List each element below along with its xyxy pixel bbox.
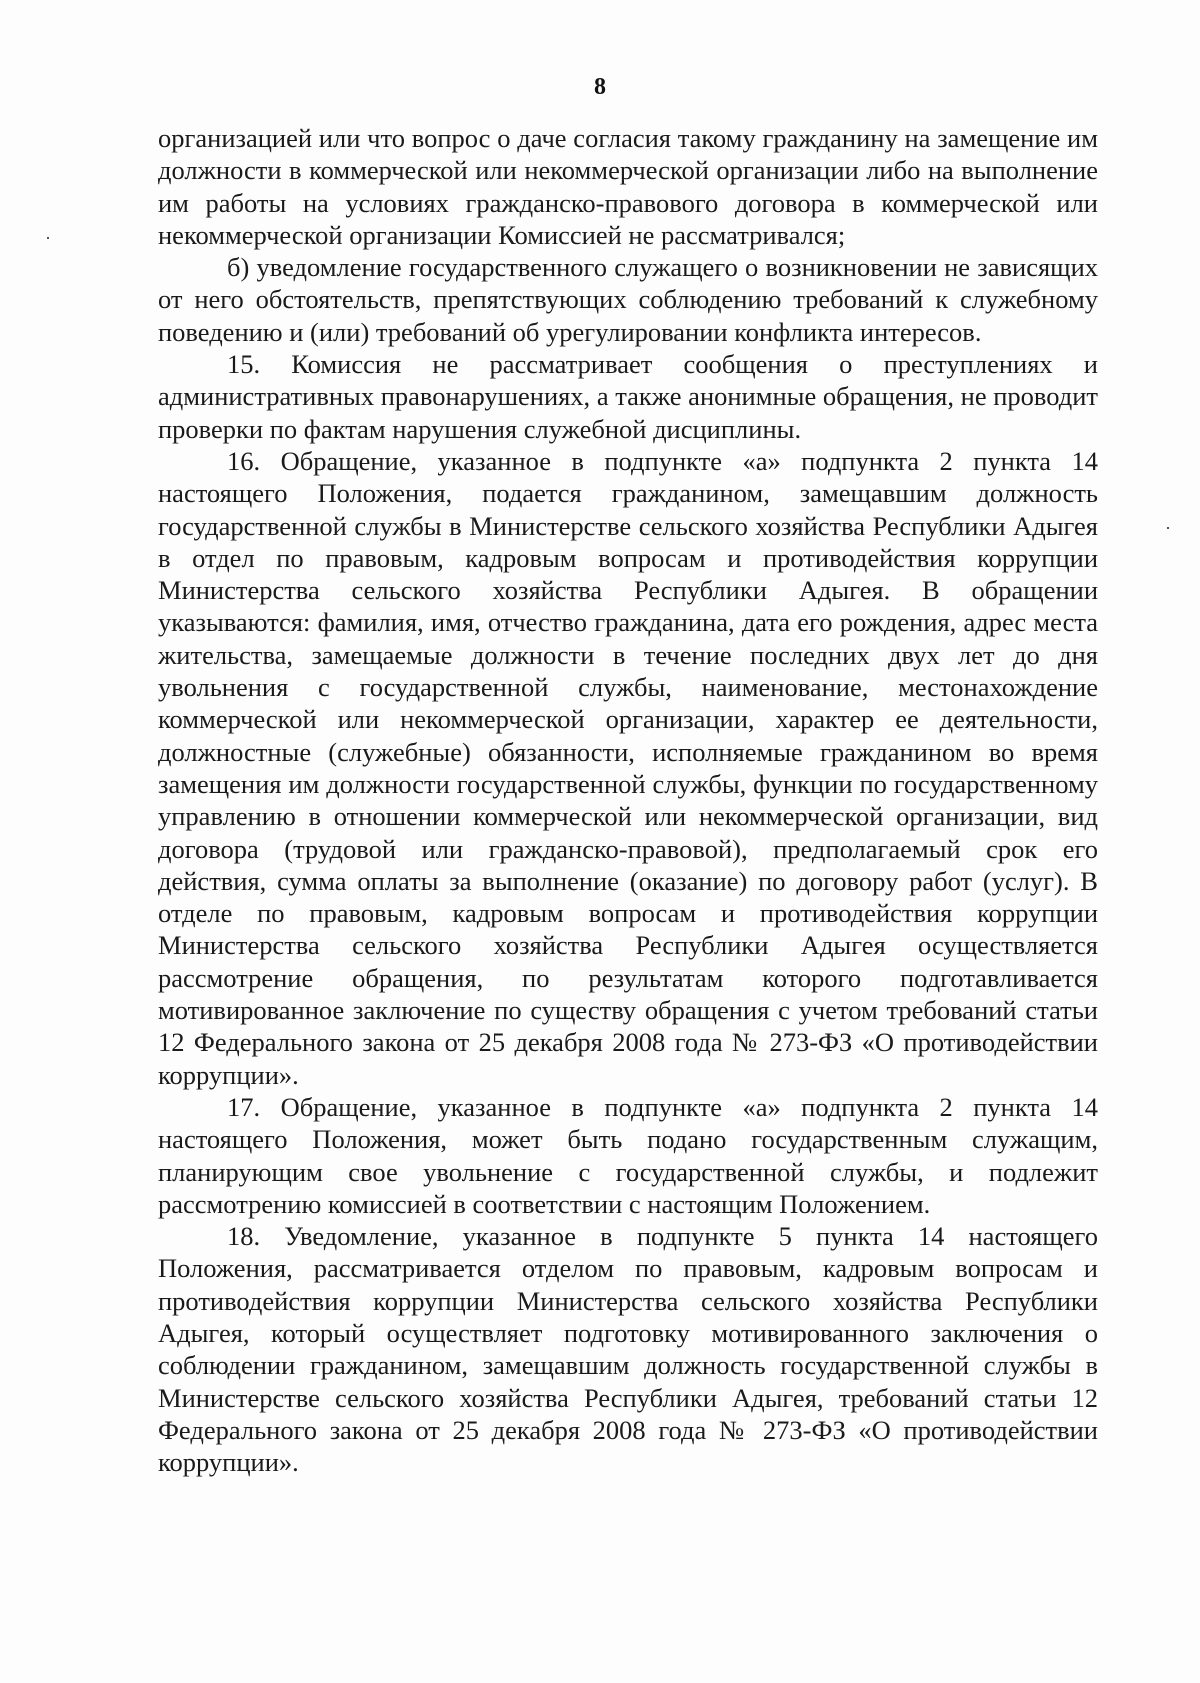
paragraph-17: 17. Обращение, указанное в подпункте «а» подпункта 2 пункта 14 настоящего Положения, может быть подано государственным служащим, планирующим свое увольнение с государственной службы, и подлежит рассмотрению комиссией в соответствии с настоящим Положением. bbox=[158, 1091, 1098, 1219]
paragraph-16: 16. Обращение, указанное в подпункте «а» подпункта 2 пункта 14 настоящего Положения, подается гражданином, замещавшим должность государственной службы в Министерстве сельского хозяйства Республики Адыгея в отдел по правовым, кадровым вопросам и противодействия коррупции Министерства сельского хозяйства Республики Адыгея. В обращении указываются: фамилия, имя, отчество гражданина, дата его рождения, адрес места жительства, замещаемые должности в течение последних двух лет до дня увольнения с государственной службы, наименование, местонахождение коммерческой или некоммерческой организации, характер ее деятельности, должностные (служебные) обязанности, исполняемые гражданином во время замещения им должности государственной службы, функции по государственному управлению в отношении коммерческой или некоммерческой организации, вид договора (трудовой или гражданско-правовой), предполагаемый срок его действия, сумма оплаты за выполнение (оказание) по договору работ (услуг). В отделе по правовым, кадровым вопросам и противодействия коррупции Министерства сельского хозяйства Республики Адыгея осуществляется рассмотрение обращения, по результатам которого подготавливается мотивированное заключение по существу обращения с учетом требований статьи 12 Федерального закона от 25 декабря 2008 года № 273-ФЗ «О противодействии коррупции». bbox=[158, 445, 1098, 1090]
paragraph-18: 18. Уведомление, указанное в подпункте 5 пункта 14 настоящего Положения, рассматривается отделом по правовым, кадровым вопросам и противодействия коррупции Министерства сельского хозяйства Республики Адыгея, который осуществляет подготовку мотивированного заключения о соблюдении гражданином, замещавшим должность государственной службы в Министерстве сельского хозяйства Республики Адыгея, требований статьи 12 Федерального закона от 25 декабря 2008 года № 273-ФЗ «О противодействии коррупции». bbox=[158, 1221, 1098, 1478]
paragraph-continuation: организацией или что вопрос о даче согласия такому гражданину на замещение им должности в коммерческой или некоммерческой организации либо на выполнение им работы на условиях гражданско-правового договора в коммерческой или некоммерческой организации Комиссией не рассматривался; bbox=[158, 123, 1098, 250]
document-body bbox=[158, 122, 1098, 1478]
paragraph-15: 15. Комиссия не рассматривает сообщения о преступлениях и административных правонарушениях, а также анонимные обращения, не проводит проверки по фактам нарушения служебной дисциплины. bbox=[158, 349, 1098, 444]
scan-speck-left bbox=[47, 237, 49, 239]
page-number: 8 bbox=[594, 74, 606, 100]
paragraph-item-b: б) уведомление государственного служащего о возникновении не зависящих от него обстоятельств, препятствующих соблюдению требований к служебному поведению и (или) требований об урегулировании конфликта интересов. bbox=[158, 252, 1098, 347]
scan-speck-right bbox=[1167, 527, 1169, 529]
